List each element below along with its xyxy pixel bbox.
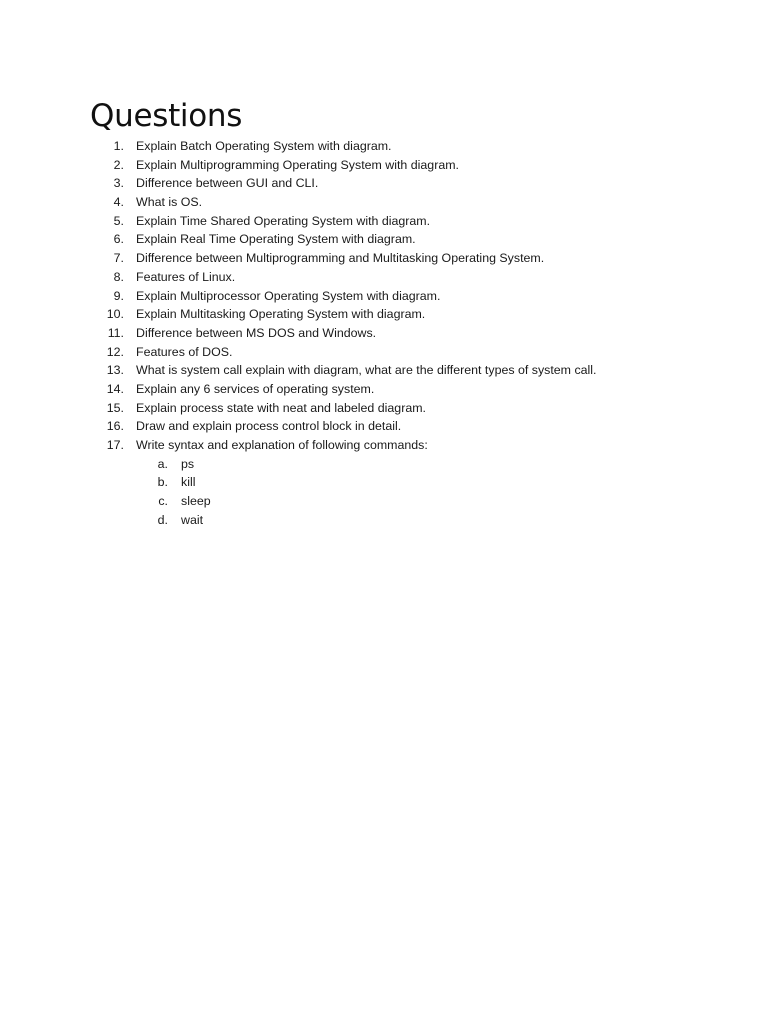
page-title: Questions [90, 98, 243, 134]
question-text: Explain Batch Operating System with diagram. [136, 139, 392, 153]
question-number: 14. [106, 381, 124, 396]
command-label: a. [157, 456, 168, 471]
question-text: What is OS. [136, 195, 203, 210]
question-number: 12. [106, 344, 124, 359]
question-item [0, 287, 768, 306]
question-number: 4. [113, 195, 124, 210]
question-text: Draw and explain process control block in detail. [136, 419, 402, 434]
question-item [0, 193, 768, 212]
question-text: Difference between GUI and CLI. [136, 176, 319, 191]
command-text: ps [181, 456, 195, 471]
question-number: 11. [107, 325, 124, 340]
question-number: 16. [106, 419, 124, 434]
question-text: Explain Multiprogramming Operating System with diagram. [136, 157, 459, 172]
command-text: wait [181, 512, 204, 527]
question-item [0, 230, 768, 249]
command-item [0, 455, 768, 474]
question-item [0, 361, 768, 380]
question-item [0, 380, 768, 399]
commands-sublist [0, 455, 768, 530]
question-text: Explain process state with neat and labeled diagram. [136, 400, 426, 415]
question-text: Explain Real Time Operating System with diagram. [136, 232, 416, 247]
question-number: 8. [113, 269, 124, 284]
question-text: Difference between MS DOS and Windows. [136, 325, 377, 340]
question-number: 3. [113, 176, 124, 191]
question-text: Difference between Multiprogramming and Multitasking Operating System. [136, 251, 545, 266]
question-number: 6. [113, 232, 124, 247]
question-number: 15. [106, 400, 124, 415]
command-item [0, 492, 768, 511]
question-item [0, 268, 768, 287]
question-number: 9. [113, 288, 124, 303]
commands-sublist-container [0, 455, 768, 530]
question-number: 1. [113, 139, 124, 153]
question-item [0, 137, 768, 156]
command-label: b. [157, 475, 168, 490]
question-text: Explain Multitasking Operating System with diagram. [136, 307, 426, 322]
command-label: c. [158, 494, 168, 509]
question-text: Explain Multiprocessor Operating System with diagram. [136, 288, 441, 303]
question-item [0, 399, 768, 418]
command-label: d. [157, 512, 168, 527]
question-item [0, 343, 768, 362]
command-item [0, 511, 768, 530]
question-item [0, 212, 768, 231]
question-text: What is system call explain with diagram, what are the different types of system call. [136, 363, 597, 378]
question-item [0, 249, 768, 268]
question-text: Explain any 6 services of operating system. [136, 381, 375, 396]
command-text: kill [181, 475, 196, 490]
question-number: 13. [106, 363, 124, 378]
question-item [0, 417, 768, 436]
question-text: Explain Time Shared Operating System with diagram. [136, 213, 431, 228]
question-item [0, 324, 768, 343]
command-item [0, 473, 768, 492]
command-text: sleep [181, 494, 211, 509]
question-text: Features of Linux. [136, 269, 236, 284]
question-number: 17. [106, 438, 124, 452]
question-item [0, 305, 768, 324]
question-item [0, 436, 768, 455]
question-number: 2. [113, 157, 124, 172]
question-number: 7. [113, 251, 124, 266]
question-item [0, 174, 768, 193]
question-item [0, 156, 768, 175]
question-text: Features of DOS. [136, 344, 233, 359]
questions-list [0, 137, 768, 529]
question-number: 10. [106, 307, 124, 322]
question-text: Write syntax and explanation of following commands: [136, 438, 428, 452]
question-number: 5. [113, 213, 124, 228]
